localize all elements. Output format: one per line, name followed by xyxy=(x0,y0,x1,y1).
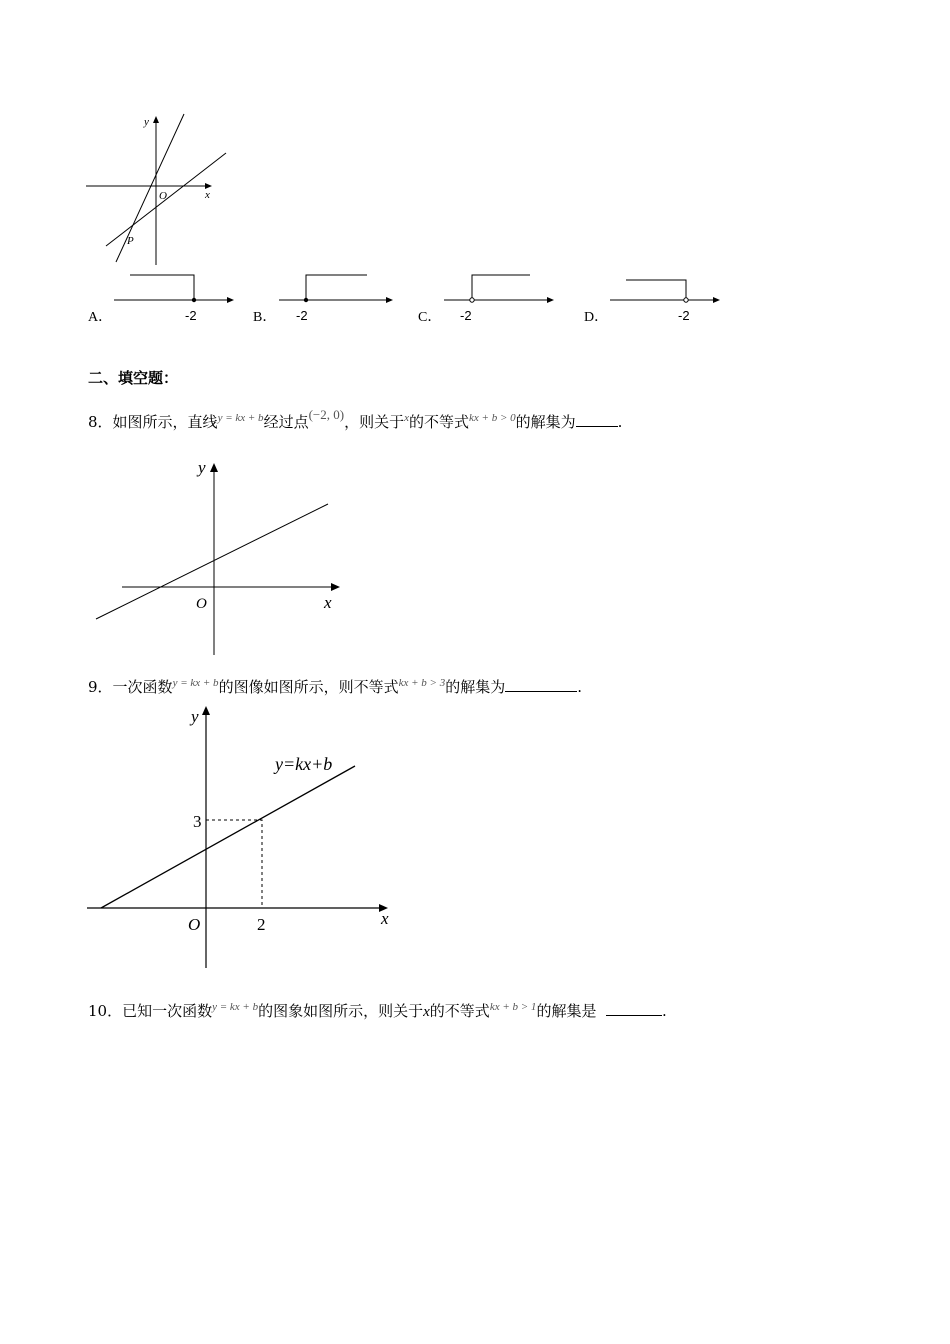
q8-figure xyxy=(90,455,350,660)
q10-math-function: y = kx + b xyxy=(212,1001,259,1013)
q8-origin-label: O xyxy=(196,596,207,612)
q7-option-a-tick: -2 xyxy=(185,308,197,323)
q8-math-point: (−2, 0) xyxy=(308,407,345,422)
q10-math-inequality: kx + b > 1 xyxy=(489,1001,537,1013)
q9-origin-label: O xyxy=(188,915,201,934)
q7-x-label: x xyxy=(205,189,210,201)
q8-math-var: x xyxy=(404,412,409,424)
q8-text-3: ，则关于 xyxy=(344,413,405,431)
q10-question xyxy=(88,1001,667,1023)
q8-x-label: x xyxy=(324,593,332,612)
q8-math-line: y = kx + b xyxy=(217,412,264,424)
q9-line xyxy=(101,766,355,908)
q10-end: . xyxy=(662,1002,667,1020)
q7-option-b-label[interactable]: B． xyxy=(253,310,277,325)
q10-answer-blank[interactable] xyxy=(606,1001,662,1016)
q9-x-label: x xyxy=(381,909,389,928)
q10-text-4: 的解集是 xyxy=(536,1002,597,1020)
q10-text-2: 的图象如图所示，则关于 xyxy=(258,1002,424,1020)
q7-y-label: y xyxy=(144,116,149,128)
section-heading: 二、填空题： xyxy=(88,369,179,387)
q7-figure xyxy=(80,110,240,270)
q7-option-c-label[interactable]: C． xyxy=(418,310,442,325)
q7-option-d-tick: -2 xyxy=(678,308,690,323)
q7-origin-label: O xyxy=(159,190,167,202)
q7-option-d-label[interactable]: D． xyxy=(584,310,609,325)
q10-text-3: 的不等式 xyxy=(429,1002,490,1020)
q7-option-a-label[interactable]: A． xyxy=(88,310,113,325)
q9-y-label: y xyxy=(191,707,199,726)
q10-text-1: 已知一次函数 xyxy=(122,1002,213,1020)
q7-option-b-tick: -2 xyxy=(296,308,308,323)
q9-text-1: 一次函数 xyxy=(112,678,173,696)
q9-end: . xyxy=(577,678,582,696)
q8-end: . xyxy=(617,413,623,431)
q8-text-1: 如图所示，直线 xyxy=(112,413,218,431)
q9-text-3: 的解集为 xyxy=(445,678,506,696)
q10-number: 10． xyxy=(88,1002,123,1020)
q9-answer-blank[interactable] xyxy=(505,677,577,692)
q9-question xyxy=(88,677,582,699)
q7-option-c-tick: -2 xyxy=(460,308,472,323)
q10-var: x xyxy=(423,1004,430,1020)
q8-text-4: 的不等式 xyxy=(408,413,469,431)
q9-y-tick: 3 xyxy=(193,812,202,831)
q9-number: 9． xyxy=(88,678,113,696)
q9-figure xyxy=(85,700,405,975)
q8-y-label: y xyxy=(198,458,206,477)
q7-option-a-numberline xyxy=(110,268,240,328)
q8-number: 8． xyxy=(88,413,113,431)
q8-math-inequality: kx + b > 0 xyxy=(469,412,516,424)
q9-text-2: 的图像如图所示，则不等式 xyxy=(218,678,399,696)
q8-line xyxy=(96,504,328,619)
q9-line-label: y=kx+b xyxy=(275,754,333,774)
q9-x-tick: 2 xyxy=(257,915,266,934)
q8-text-5: 的解集为 xyxy=(515,413,576,431)
q7-option-b-numberline xyxy=(275,268,405,328)
q9-math-function: y = kx + b xyxy=(172,677,219,689)
q8-question xyxy=(88,407,623,434)
q7-option-d-numberline xyxy=(606,268,736,328)
q8-text-2: 经过点 xyxy=(263,413,309,431)
q7-option-c-numberline xyxy=(440,268,570,328)
q8-answer-blank[interactable] xyxy=(576,412,618,427)
q9-math-inequality: kx + b > 3 xyxy=(398,677,446,689)
q7-point-p-label: P xyxy=(127,235,134,247)
